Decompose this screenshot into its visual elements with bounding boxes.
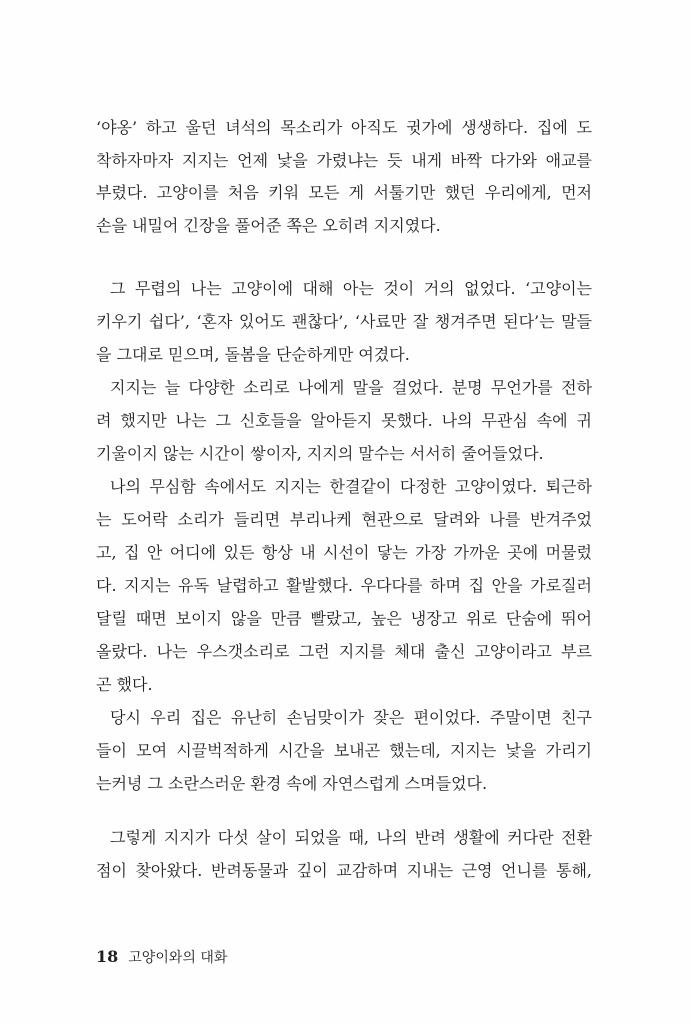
paragraph xyxy=(96,821,592,887)
text-line: 부렸다. 고양이를 처음 키워 모든 게 서툴기만 했던 우리에게, 먼저 xyxy=(96,183,592,203)
paragraph xyxy=(96,470,592,701)
text-line: 착하자마자 지지는 언제 낯을 가렸냐는 듯 내게 바짝 다가와 애교를 xyxy=(96,150,592,170)
text-section xyxy=(96,272,592,800)
text-line: 을 그대로 믿으며, 돌봄을 단순하게만 여겼다. xyxy=(96,345,410,364)
page-footer xyxy=(96,945,227,970)
text-section xyxy=(96,821,592,887)
text-line: 곤 했다. xyxy=(96,675,153,694)
text-line: 키우기 쉽다’, ‘혼자 있어도 괜찮다’, ‘사료만 잘 챙겨주면 된다’는 말들 xyxy=(96,312,592,331)
text-line: 려 했지만 나는 그 신호들을 알아듣지 못했다. 나의 무관심 속에 귀 xyxy=(96,411,592,430)
text-line: 그렇게 지지가 다섯 살이 되었을 때, 나의 반려 생활에 커다란 전환 xyxy=(110,828,592,847)
text-line: 달릴 때면 보이지 않을 만큼 빨랐고, 높은 냉장고 위로 단숨에 뛰어 xyxy=(96,609,592,628)
text-line: 기울이지 않는 시간이 쌓이자, 지지의 말수는 서서히 줄어들었다. xyxy=(96,444,544,463)
text-line: 고, 집 안 어디에 있든 항상 내 시선이 닿는 가장 가까운 곳에 머물렀 xyxy=(96,543,592,562)
text-line: 는 도어락 소리가 들리면 부리나케 현관으로 달려와 나를 반겨주었 xyxy=(96,510,592,529)
text-line: 다. 지지는 유독 날렵하고 활발했다. 우다다를 하며 집 안을 가로질러 xyxy=(96,576,592,595)
text-line: 손을 내밀어 긴장을 풀어준 쪽은 오히려 지지였다. xyxy=(96,216,441,236)
text-line: 올랐다. 나는 우스갯소리로 그런 지지를 체대 출신 고양이라고 부르 xyxy=(96,642,592,661)
text-line: 지지는 늘 다양한 소리로 나에게 말을 걸었다. 분명 무언가를 전하 xyxy=(110,378,592,397)
paragraph xyxy=(96,112,592,243)
text-line: 당시 우리 집은 유난히 손님맞이가 잦은 편이었다. 주말이면 친구 xyxy=(110,708,592,727)
text-line: 그 무렵의 나는 고양이에 대해 아는 것이 거의 없었다. ‘고양이는 xyxy=(110,279,592,298)
text-line: 들이 모여 시끌벅적하게 시간을 보내곤 했는데, 지지는 낯을 가리기 xyxy=(96,741,592,760)
paragraph xyxy=(96,272,592,371)
page-number: 18 xyxy=(96,947,119,966)
text-section xyxy=(96,112,592,243)
text-line: 나의 무심함 속에서도 지지는 한결같이 다정한 고양이였다. 퇴근하 xyxy=(110,477,592,496)
text-line: 는커녕 그 소란스러운 환경 속에 자연스럽게 스며들었다. xyxy=(96,774,488,793)
text-line: ‘야옹’ 하고 울던 녀석의 목소리가 아직도 귓가에 생생하다. 집에 도 xyxy=(96,118,592,137)
running-title: 고양이와의 대화 xyxy=(128,950,228,966)
paragraph xyxy=(96,371,592,470)
paragraph xyxy=(96,701,592,800)
text-line: 점이 찾아왔다. 반려동물과 깊이 교감하며 지내는 근영 언니를 통해, xyxy=(96,861,592,880)
